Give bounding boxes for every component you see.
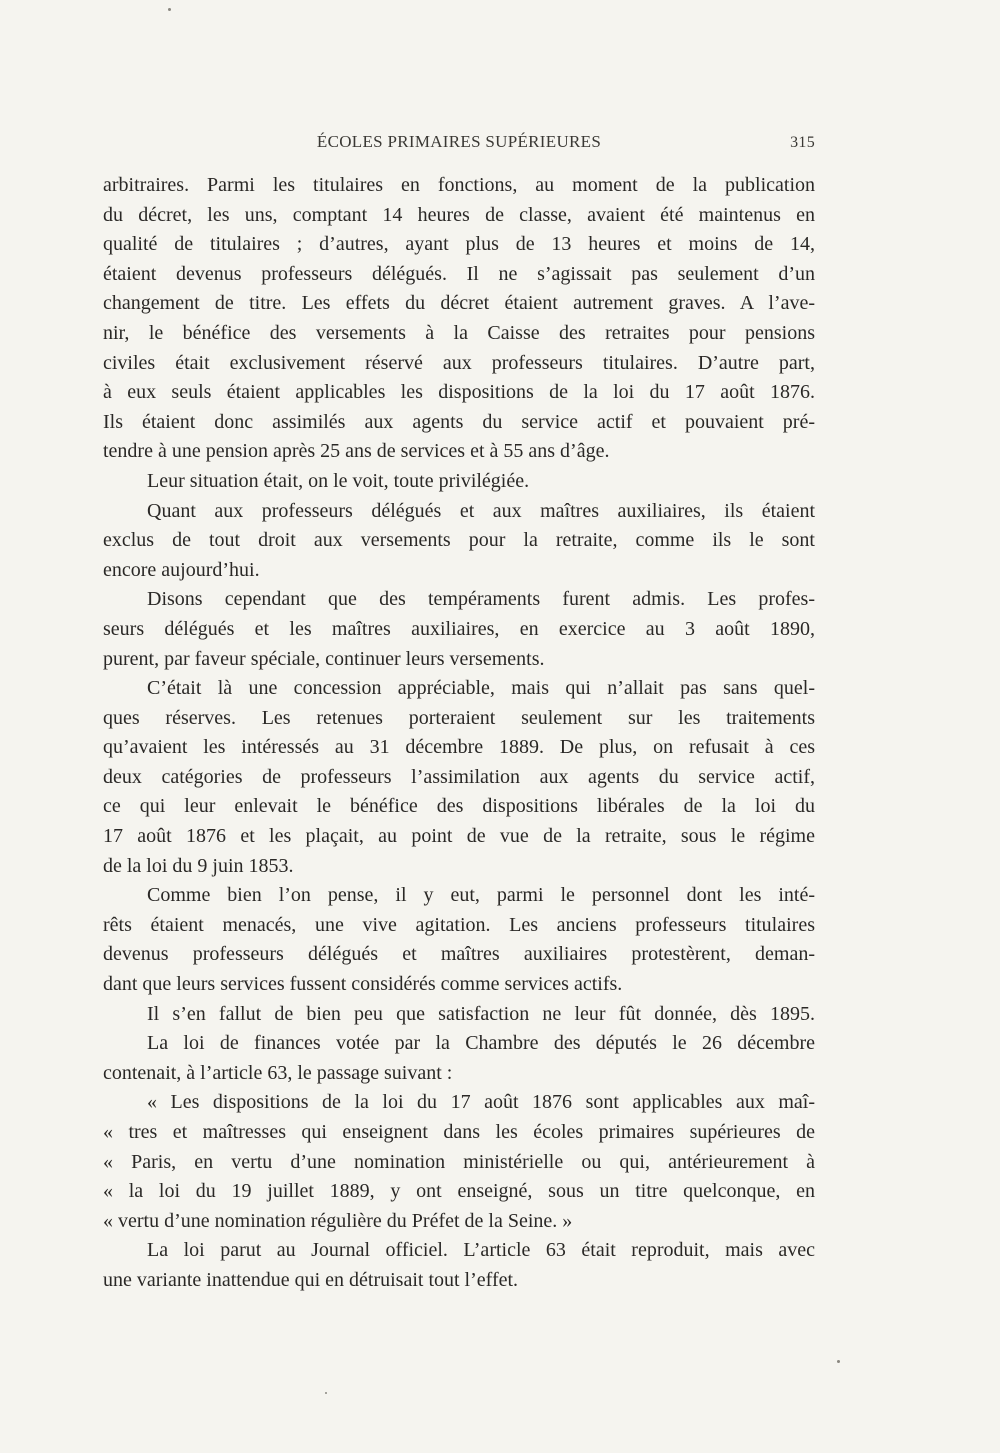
text-line: purent, par faveur spéciale, continuer leurs versements. (103, 647, 545, 670)
text-line: 17 août 1876 et les plaçait, au point de vue de la retraite, sous le régime (103, 825, 815, 848)
paper-speck (325, 1392, 327, 1394)
text-line: « la loi du 19 juillet 1889, y ont enseigné, sous un titre quelconque, en (103, 1180, 815, 1203)
text-line: étaient devenus professeurs délégués. Il ne s’agissait pas seulement d’un (103, 262, 815, 285)
text-line: de la loi du 9 juin 1853. (103, 854, 294, 877)
text-line: « Paris, en vertu d’une nomination ministérielle ou qui, antérieurement à (103, 1150, 815, 1173)
text-line: Il s’en fallut de bien peu que satisfaction ne leur fût donnée, dès 1895. (147, 1002, 815, 1025)
text-line: devenus professeurs délégués et maîtres auxiliaires protestèrent, deman- (103, 943, 815, 966)
text-line: dant que leurs services fussent considérés comme services actifs. (103, 973, 623, 996)
text-line: qualité de titulaires ; d’autres, ayant plus de 13 heures et moins de 14, (103, 233, 815, 256)
text-line: La loi parut au Journal officiel. L’article 63 était reproduit, mais avec (147, 1239, 815, 1262)
text-line: Disons cependant que des tempéraments furent admis. Les profes- (147, 588, 815, 611)
text-line: « vertu d’une nomination régulière du Préfet de la Seine. » (103, 1209, 573, 1232)
text-line: ce qui leur enlevait le bénéfice des dispositions libérales de la loi du (103, 795, 815, 818)
text-line: à eux seuls étaient applicables les dispositions de la loi du 17 août 1876. (103, 381, 815, 404)
body-text (103, 171, 815, 1296)
text-line: encore aujourd’hui. (103, 558, 260, 581)
text-line: C’était là une concession appréciable, mais qui n’allait pas sans quel- (147, 677, 815, 700)
running-head (103, 132, 815, 156)
page-number: 315 (790, 134, 815, 151)
text-line: nir, le bénéfice des versements à la Caisse des retraites pour pensions (103, 321, 815, 344)
text-line: contenait, à l’article 63, le passage suivant : (103, 1061, 453, 1084)
text-line: civiles était exclusivement réservé aux professeurs titulaires. D’autre part, (103, 351, 815, 374)
text-line: ques réserves. Les retenues porteraient seulement sur les traitements (103, 706, 815, 729)
text-line: arbitraires. Parmi les titulaires en fonctions, au moment de la publication (103, 174, 815, 196)
running-title: ÉCOLES PRIMAIRES SUPÉRIEURES (316, 132, 602, 151)
text-line: une variante inattendue qui en détruisait tout l’effet. (103, 1268, 519, 1291)
text-line: tendre à une pension après 25 ans de services et à 55 ans d’âge. (103, 440, 610, 463)
text-line: qu’avaient les intéressés au 31 décembre 1889. De plus, on refusait à ces (103, 736, 815, 759)
text-line: Quant aux professeurs délégués et aux maîtres auxiliaires, ils étaient (147, 499, 815, 522)
text-line: « Les dispositions de la loi du 17 août 1876 sont applicables aux maî- (147, 1091, 815, 1114)
paper-speck (168, 8, 171, 11)
paper-speck (837, 1360, 840, 1363)
text-line: Comme bien l’on pense, il y eut, parmi le personnel dont les inté- (147, 884, 815, 907)
text-line: du décret, les uns, comptant 14 heures de classe, avaient été maintenus en (103, 203, 815, 226)
text-line: « tres et maîtresses qui enseignent dans les écoles primaires supérieures de (103, 1121, 815, 1143)
text-line: changement de titre. Les effets du décret étaient autrement graves. A l’ave- (103, 292, 815, 315)
text-line: seurs délégués et les maîtres auxiliaires, en exercice au 3 août 1890, (103, 617, 815, 640)
text-line: Leur situation était, on le voit, toute privilégiée. (147, 469, 530, 492)
text-line: exclus de tout droit aux versements pour la retraite, comme ils le sont (103, 529, 815, 552)
text-line: deux catégories de professeurs l’assimilation aux agents du service actif, (103, 765, 815, 788)
text-line: La loi de finances votée par la Chambre des députés le 26 décembre (147, 1032, 815, 1055)
text-line: rêts étaient menacés, une vive agitation. Les anciens professeurs titulaires (103, 913, 815, 936)
text-line: Ils étaient donc assimilés aux agents du service actif et pouvaient pré- (103, 410, 815, 433)
